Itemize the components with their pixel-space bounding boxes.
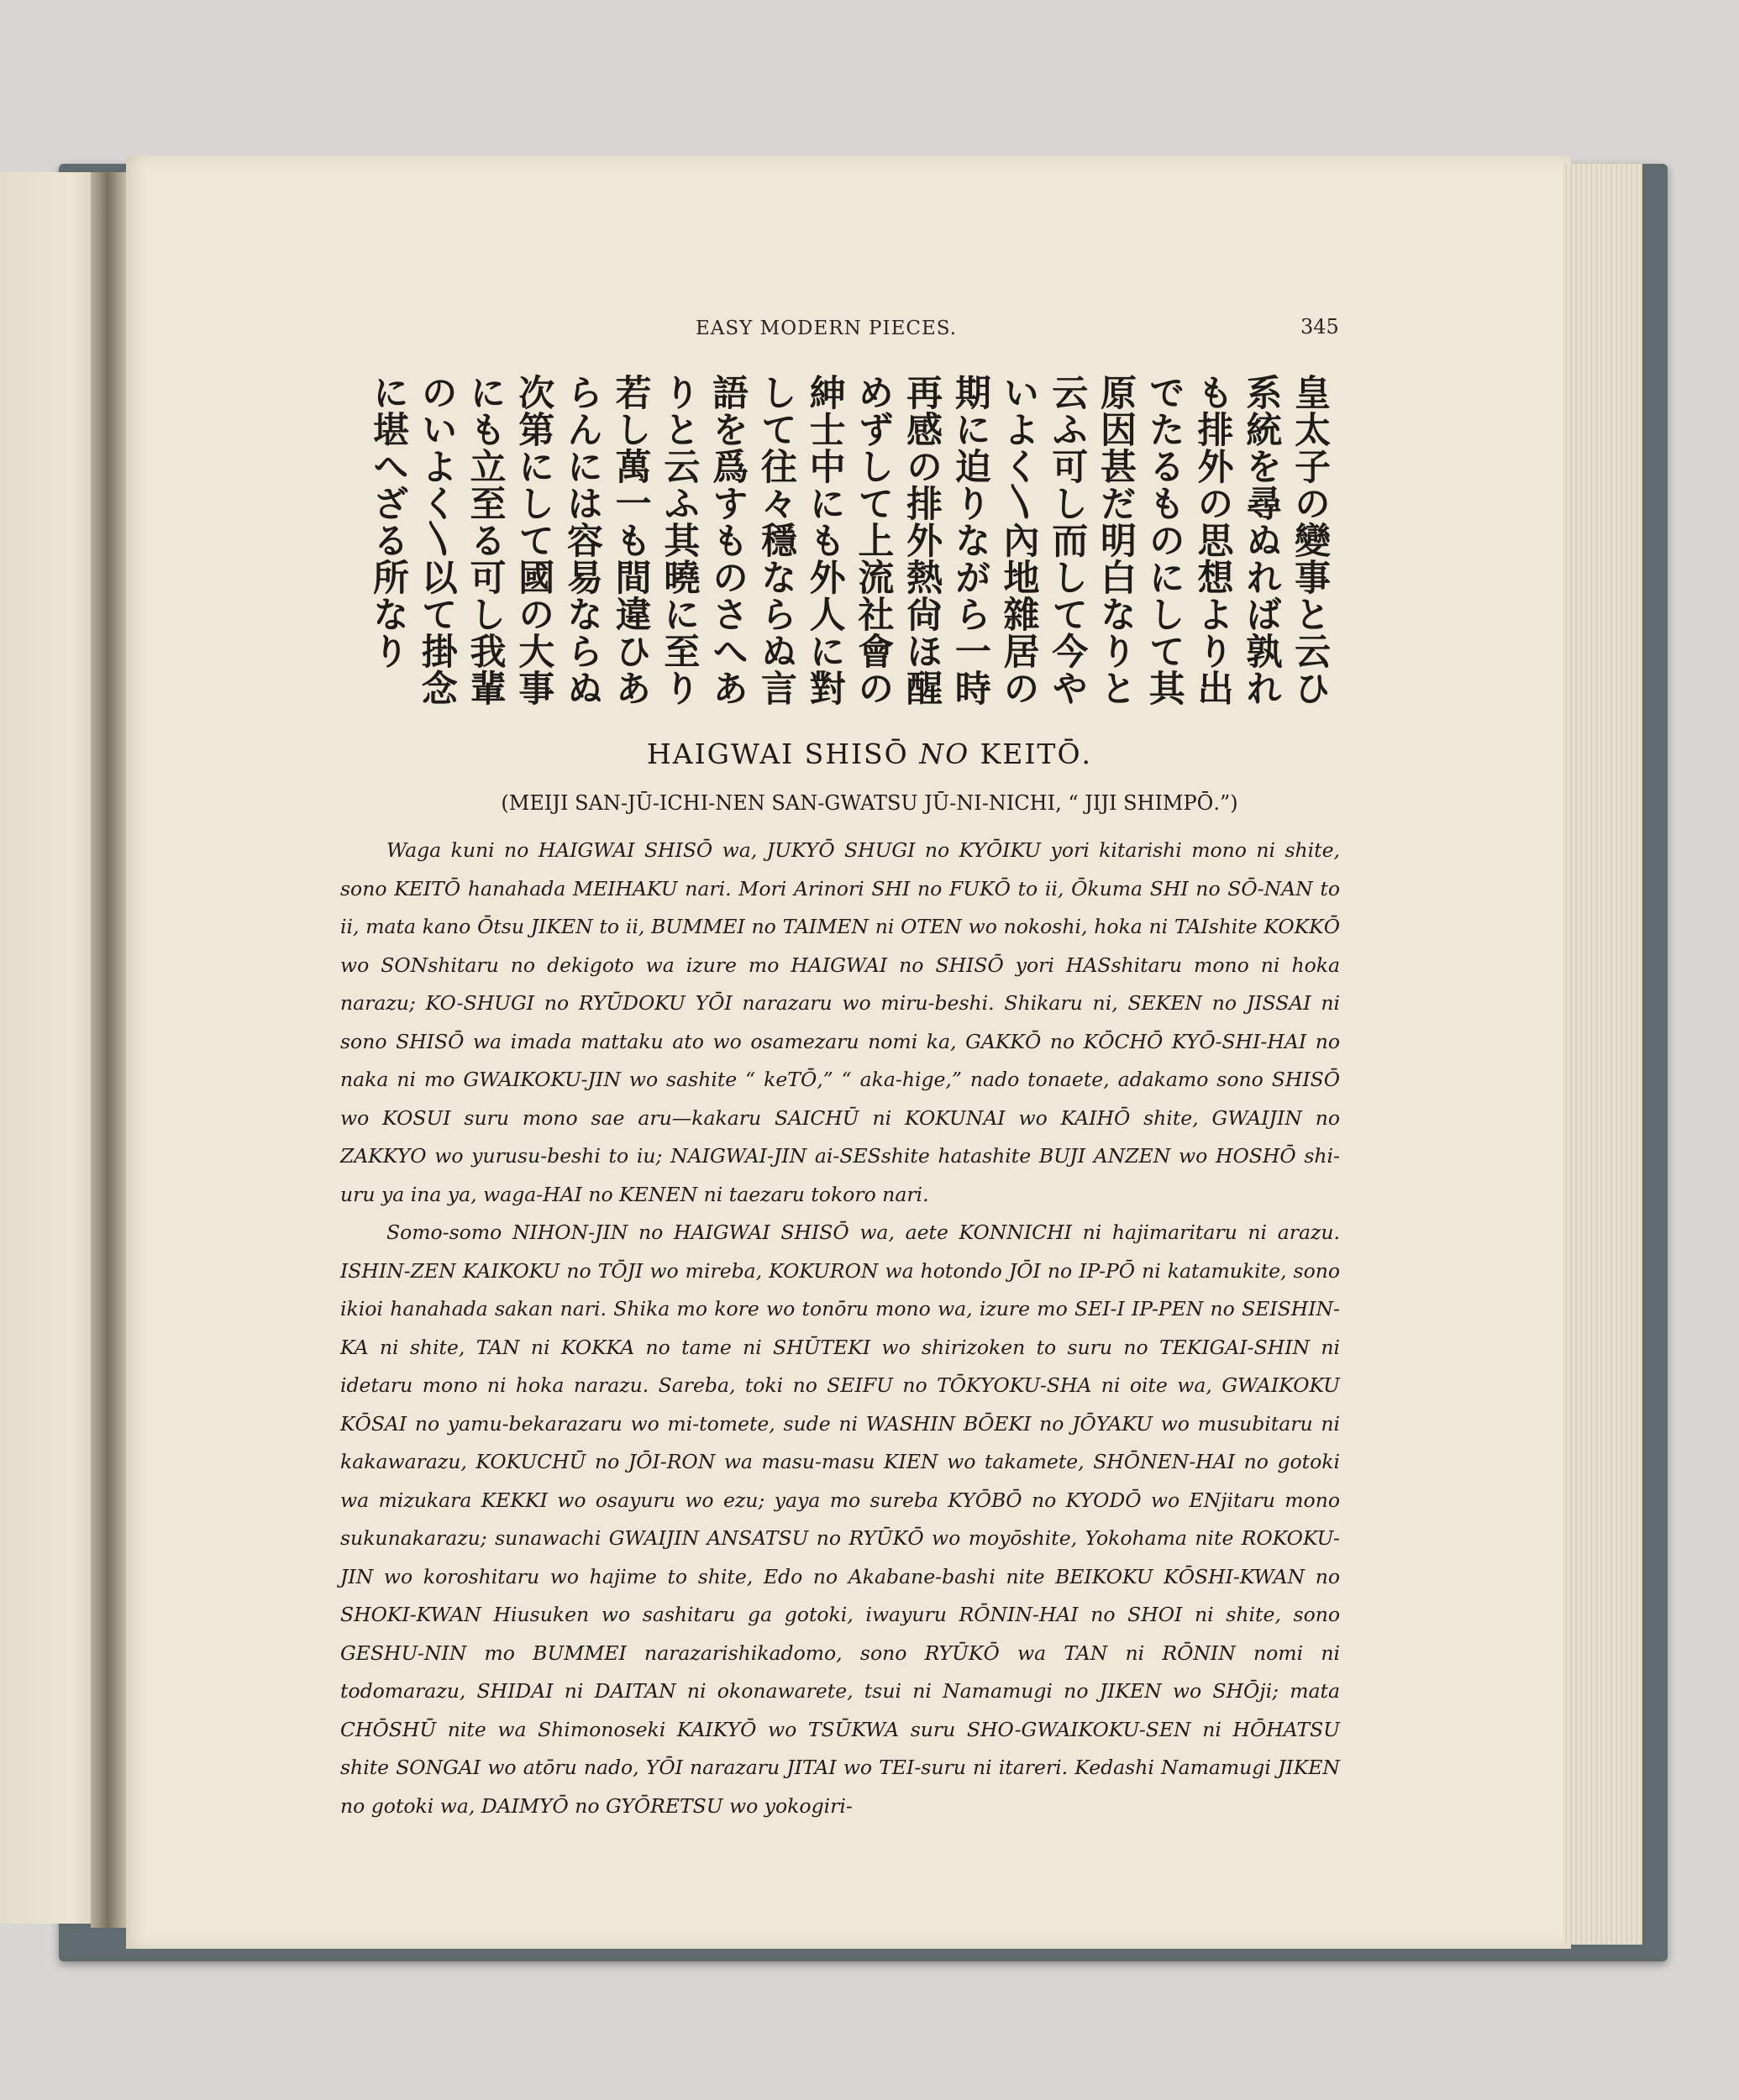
japanese-column: 再感の排外熱尙ほ醒 xyxy=(901,374,943,706)
japanese-column: して往々穩ならぬ言 xyxy=(754,374,797,706)
body-paragraph: Waga kuni no HAIGWAI SHISŌ wa, JUKYŌ SHUGI no KYŌIKU yori kitarishi mono ni shite, sono KEITŌ hanahada MEIHAKU nari. Mori Arinori SHI no FUKŌ to ii, Ōkuma SHI no SŌ-NAN to ii, mata kano Ōtsu JIKEN to ii, BUMMEI no TAIMEN ni OTEN wo nokoshi, hoka ni TAIshite KOKKŌ wo SONshitaru no dekigoto wa izure mo HAIGWAI no SHISŌ yori HASshitaru mono ni hoka narazu; KO-SHUGI no RYŪDOKU YŌI narazaru wo miru-beshi. Shikaru ni, SEKEN no JISSAI ni sono SHISŌ wa imada mattaku ato wo osamezaru nomi ka, GAKKŌ no KŌCHŌ KYŌ-SHI-HAI no naka ni mo GWAIKOKU-JIN wo sashite “ keTŌ,” “ aka-hige,” nado tonaete, adakamo sono SHISŌ wo KOSUI suru mono sae aru—kakaru SAICHŪ ni KOKUNAI wo KAIHŌ shite, GWAIJIN no ZAKKYO wo yurusu-beshi to iu; NAIGWAI-JIN ai-SESshite hatashite BUJI ANZEN wo HOSHŌ shi-uru ya ina ya, waga-HAI no KENEN ni taezaru tokoro nari. xyxy=(340,838,1340,1206)
japanese-column: 期に迫りながら一時 xyxy=(948,374,991,706)
title-part: HAIGWAI SHISŌ xyxy=(646,738,909,770)
japanese-column: 皇太子の變事と云ひ xyxy=(1288,374,1331,706)
body-paragraph: Somo-somo NIHON-JIN no HAIGWAI SHISŌ wa, aete KONNICHI ni hajimaritaru ni arazu. ISHIN-ZEN KAIKOKU no TŌJI wo mireba, KOKURON wa hotondo JŌI no IP-PŌ ni katamukite, sono ikioi hanahada sakan nari. Shika mo kore wo tonōru mono wa, izure mo SEI-I IP-PEN no SEISHIN-KA ni shite, TAN ni KOKKA no tame ni SHŪTEKI wo shirizoken to suru no TEKIGAI-SHIN ni idetaru mono ni hoka narazu. Sareba, toki no SEIFU no TŌKYOKU-SHA ni oite wa, GWAIKOKU KŌSAI no yamu-bekarazaru wo mi-tomete, sude ni WASHIN BŌEKI no JŌYAKU wo musubitaru ni kakawarazu, KOKUCHŪ no JŌI-RON wa masu-masu KIEN wo takamete, SHŌNEN-HAI no gotoki wa mizukara KEKKI wo osayuru wo ezu; yaya mo sureba KYŌBŌ no KYODŌ wo ENjitaru mono sukunakarazu; sunawachi GWAIJIN ANSATSU no RYŪKŌ wo moyōshite, Yokohama nite ROKOKU-JIN wo koroshitaru wo hajime to shite, Edo no Akabane-bashi nite BEIKOKU KŌSHI-KWAN no SHOKI-KWAN Hiusuken wo sashitaru ga gotoki, iwayuru RŌNIN-HAI no SHOI ni shite, sono GESHU-NIN mo BUMMEI narazarishikadomo, sono RYŪKŌ wa TAN ni RŌNIN nomi ni todomarazu, SHIDAI ni DAITAN ni okonawarete, tsui ni Namamugi no JIKEN wo SHŌji; mata CHŌSHŪ nite wa Shimonoseki KAIKYŌ wo TSŪKWA suru SHO-GWAIKOKU-SEN ni HŌHATSU shite SONGAI wo atōru nado, YŌI narazaru JITAI wo TEI-suru ni itareri. Kedashi Namamugi JIKEN no gotoki wa, DAIMYŌ no GYŌRETSU wo yokogiri- xyxy=(340,1221,1340,1818)
article-body xyxy=(340,832,1340,1825)
title-part: KEITŌ. xyxy=(980,738,1092,770)
book-gutter xyxy=(91,172,129,1928)
japanese-column: 系統を尋ぬれば孰れ xyxy=(1240,374,1283,706)
article-title xyxy=(0,738,1739,770)
page-number: 345 xyxy=(1300,315,1339,339)
japanese-vertical-text xyxy=(367,374,1331,727)
japanese-column: りと云ふ其曉に至り xyxy=(658,374,701,706)
japanese-column: 紳士中にも外人に對 xyxy=(803,374,846,706)
japanese-column: いよく〵內地雜居の xyxy=(997,374,1040,706)
title-part: NO xyxy=(919,738,970,770)
japanese-column: にも立至る可し我輩 xyxy=(464,374,507,706)
left-page xyxy=(0,172,101,1924)
japanese-column: らんには容易ならぬ xyxy=(560,374,603,706)
japanese-column: も排外の思想より出 xyxy=(1191,374,1234,706)
running-head: EASY MODERN PIECES. xyxy=(696,318,958,339)
page-edges xyxy=(1563,164,1642,1945)
article-subtitle: (MEIJI SAN-JŪ-ICHI-NEN SAN-GWATSU JŪ-NI-NICHI, “ JIJI SHIMPŌ.”) xyxy=(501,791,1238,815)
japanese-column: 原因甚だ明白なりと xyxy=(1095,374,1137,706)
japanese-column: 次第にして國の大事 xyxy=(512,374,555,706)
japanese-column: めずして上流社會の xyxy=(852,374,895,706)
japanese-column: 語を爲すものさへあ xyxy=(707,374,749,706)
japanese-column: 云ふ可し而して今や xyxy=(1046,374,1089,706)
japanese-column: に堪へざる所なり xyxy=(367,374,409,669)
japanese-column: 若し萬一も間違ひあ xyxy=(609,374,652,706)
japanese-column: でたるものにして其 xyxy=(1143,374,1185,706)
japanese-column: のいよく〵以て掛念 xyxy=(415,374,458,706)
